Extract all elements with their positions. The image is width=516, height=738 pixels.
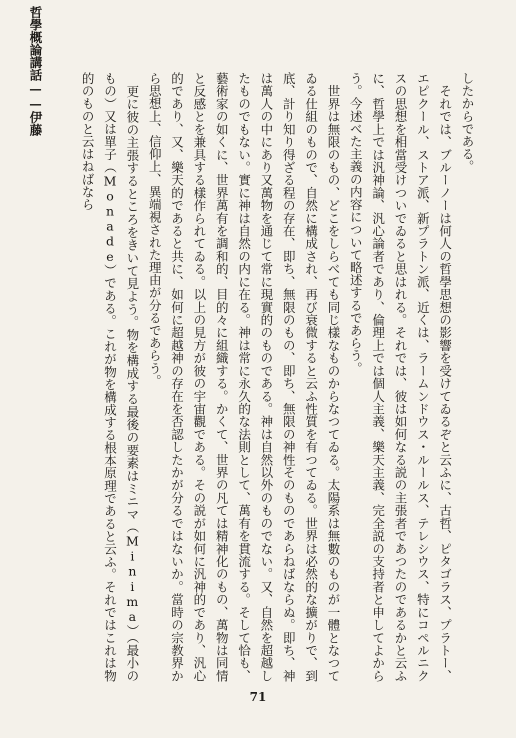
page-number: 71	[249, 690, 267, 704]
paragraph: 更に彼の主張するところをきいて見よう。物を構成する最後の要素はミニマ（Minima）（最小のもの）又は單子（Monade）である。これが物を構成する根本原理であると云ふ。それではこれは物的のものと云はねばなら	[80, 72, 140, 682]
paragraph: それでは、ブルーノーは何人の哲學思想の影響を受けてゐるぞと云ふに、古哲、ピタゴラス、プラトー、エピクール、ストア派、新プラトン派、近くは、ラームンドウス・ルールス、テレシウス、特にコペルニクスの思想を相當受けついでゐると思はれる。それでは、彼は如何なる説の主張者であつたのであるかと云ふに、哲學上では汎神論、汎心論者であり、倫理上では個人主義、樂天主義、完全説の支持者と申してよからう。今述べた主義の内容について略述するであらう。	[348, 72, 453, 682]
paragraph: したからである。	[460, 72, 475, 173]
body-text	[58, 72, 478, 682]
running-head: 哲學概論講話——伊藤	[28, 6, 43, 136]
paragraph: 世界は無限のもの、どこをしらべても同じ樣なものからなつてゐる。太陽系は無數のものが一體となつてゐる仕組のもので、自然に構成され、再び衰微すると云ふ性質を有つてゐる。世界は必然的な擴がりで、到底、計り知り得ざる程の存在、即ち、無限のもの、即ち、無限の神性そのものであらねばならぬ。即ち、神は萬人の中にあり又萬物を通じて常に現實的のものである。神は自然以外のものでない。又、自然を超越したものでもない。實に神は自然の内に在る。神は常に永久的な法則として、萬有を貫流する。そして恰も、藝術家の如くに、世界萬有を調和的、目的々に組織する。かくて、世界の凡ては精神化のもの、萬物は同情と反感とを兼具する樣作られてゐる。以上の見方が彼の宇宙觀である。その説が如何に汎神的であり、汎心的であり、又、樂天的であると共に、如何に超越神の存在を否認したかが分るではないか。當時の宗教界から思想上、信仰上、異端視された理由が分るであらう。	[147, 72, 341, 682]
